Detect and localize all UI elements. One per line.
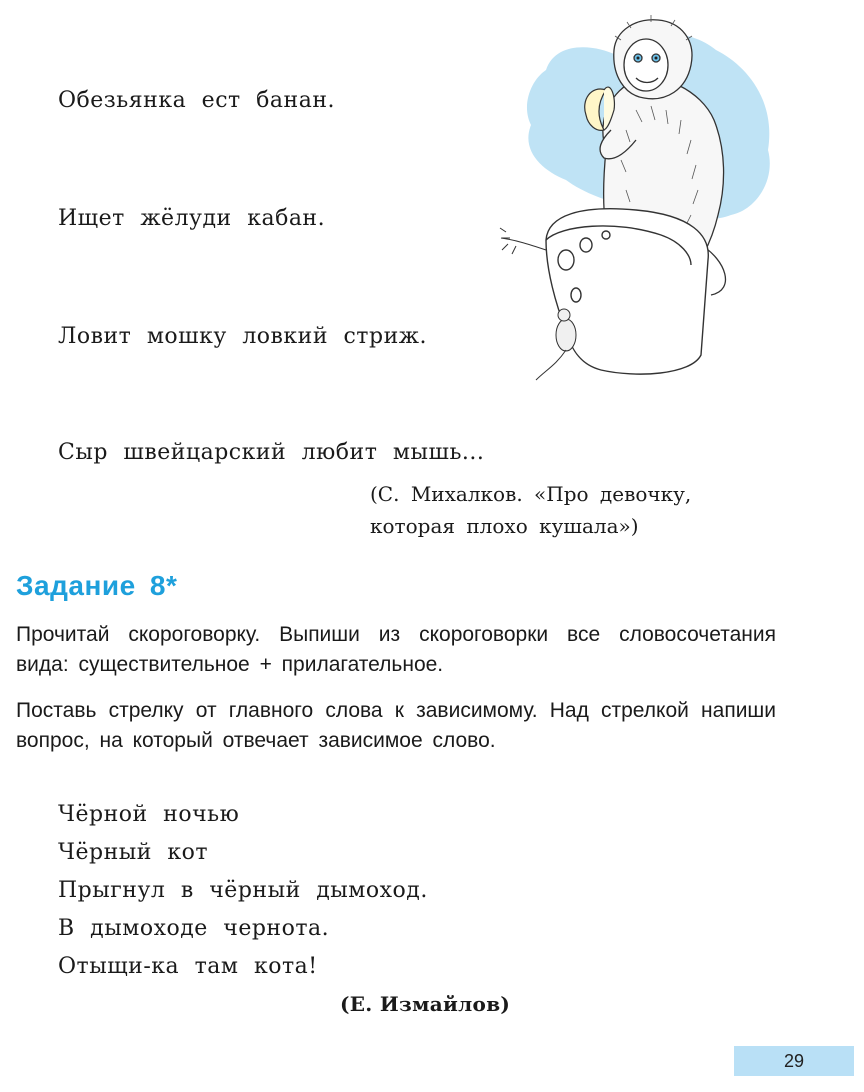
poem1-attribution-line-1: (С. Михалков. «Про девочку, <box>370 482 692 506</box>
poem1-line-2: Ищет жёлуди кабан. <box>58 206 326 231</box>
tail-tuft <box>500 228 546 254</box>
poem2-author: (Е. Измайлов) <box>340 992 511 1016</box>
task-title: Задание 8* <box>16 570 178 601</box>
poem2-line-1: Чёрной ночью <box>58 802 240 827</box>
monkey-on-cheese-illustration <box>486 10 778 382</box>
poem1-line-1: Обезьянка ест банан. <box>58 88 335 113</box>
poem2-line-5: Отыщи-ка там кота! <box>58 954 318 979</box>
poem1-line-3: Ловит мошку ловкий стриж. <box>58 324 427 349</box>
poem2-line-2: Чёрный кот <box>58 840 209 865</box>
poem2-line-4: В дымоходе чернота. <box>58 916 330 941</box>
poem2-line-3: Прыгнул в чёрный дымоход. <box>58 878 428 903</box>
task-paragraph-1: Прочитай скороговорку. Выпиши из скороговорки все словосочетания вида: существительное + прилагательное. <box>16 623 776 676</box>
poem1-line-4: Сыр швейцарский любит мышь... <box>58 440 485 465</box>
page-number-box <box>734 1046 854 1076</box>
task-paragraph-2: Поставь стрелку от главного слова к зависимому. Над стрелкой напиши вопрос, на который отвечает зависимое слово. <box>16 699 776 752</box>
page-number: 29 <box>783 1051 805 1071</box>
poem1-attribution-line-2: которая плохо кушала») <box>370 514 639 538</box>
